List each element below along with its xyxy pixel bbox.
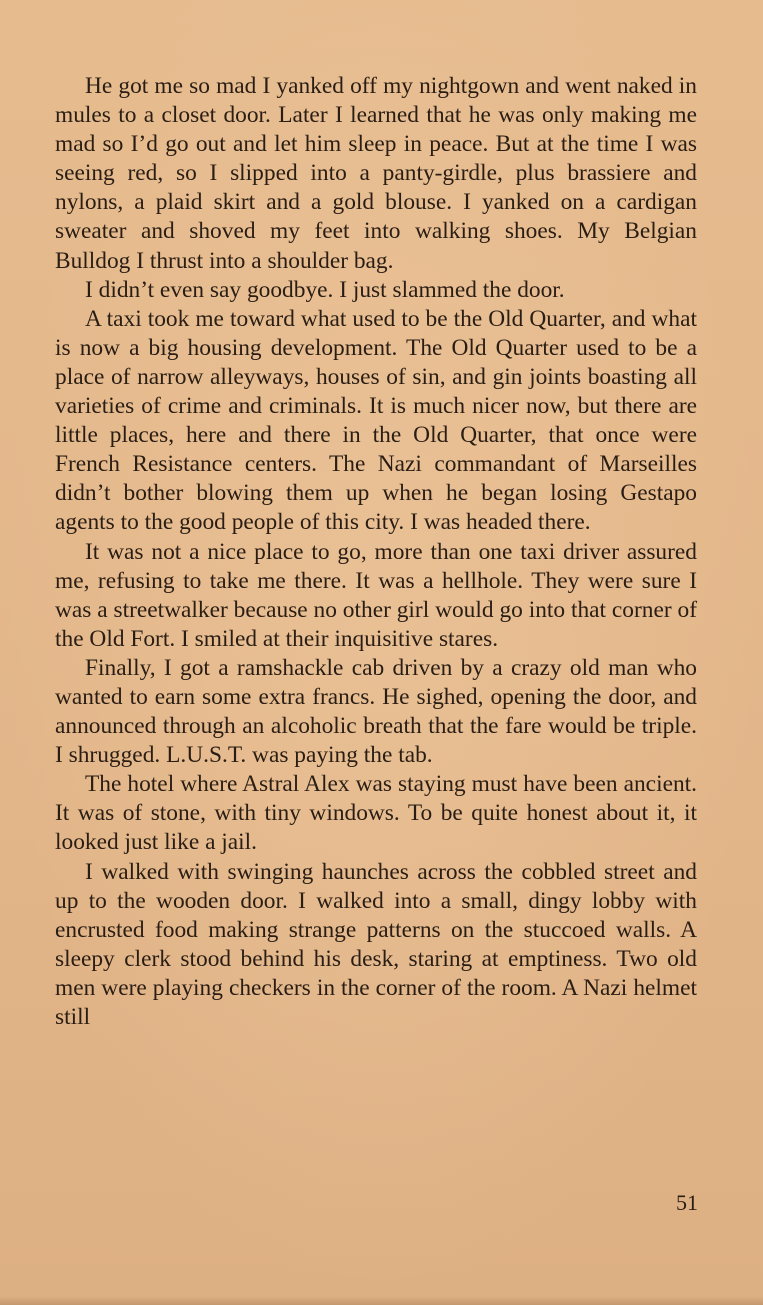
body-text bbox=[55, 72, 697, 1032]
paragraph: It was not a nice place to go, more than one taxi driver assured me, refusing to take me there. It was a hellhole. They were sure I was a streetwalker because no other girl would go into that corner of the Old Fort. I smiled at their inquisitive stares. bbox=[55, 538, 697, 652]
paragraph: Finally, I got a ramshackle cab driven by a crazy old man who wanted to earn some extra francs. He sighed, opening the door, and announced through an alcoholic breath that the fare would be triple. I shrugged. L.U.S.T. was paying the tab. bbox=[55, 654, 697, 769]
paragraph: I didn’t even say goodbye. I just slammed the door. bbox=[85, 276, 565, 303]
page-number: 51 bbox=[676, 1190, 698, 1215]
paragraph: I walked with swinging haunches across the cobbled street and up to the wooden door. I walked into a small, dingy lobby with encrusted food making strange patterns on the stuccoed walls. A sleepy clerk stood behind his desk, staring at emptiness. Two old men were playing checkers in the corner of the room. A Nazi helmet still bbox=[55, 858, 697, 1030]
page-bottom-edge bbox=[0, 1296, 763, 1305]
paragraph: He got me so mad I yanked off my nightgown and went naked in mules to a closet door. Later I learned that he was only making me mad so I’d go out and let him sleep in peace. But at the time I was seeing red, so I slipped into a panty-girdle, plus brassiere and nylons, a plaid skirt and a gold blouse. I yanked on a cardigan sweater and shoved my feet into walking shoes. My Belgian Bulldog I thrust into a shoulder bag. bbox=[55, 73, 697, 274]
paragraph: The hotel where Astral Alex was staying must have been ancient. It was of stone, with tiny windows. To be quite honest about it, it looked just like a jail. bbox=[55, 771, 697, 856]
paragraph: A taxi took me toward what used to be the Old Quarter, and what is now a big housing development. The Old Quarter used to be a place of narrow alleyways, houses of sin, and gin joints boasting all varieties of crime and criminals. It is much nicer now, but there are little places, here and there in the Old Quarter, that once were French Resistance centers. The Nazi commandant of Marseilles didn’t bother blowing them up when he began losing Gestapo agents to the good people of this city. I was headed there. bbox=[55, 305, 697, 536]
